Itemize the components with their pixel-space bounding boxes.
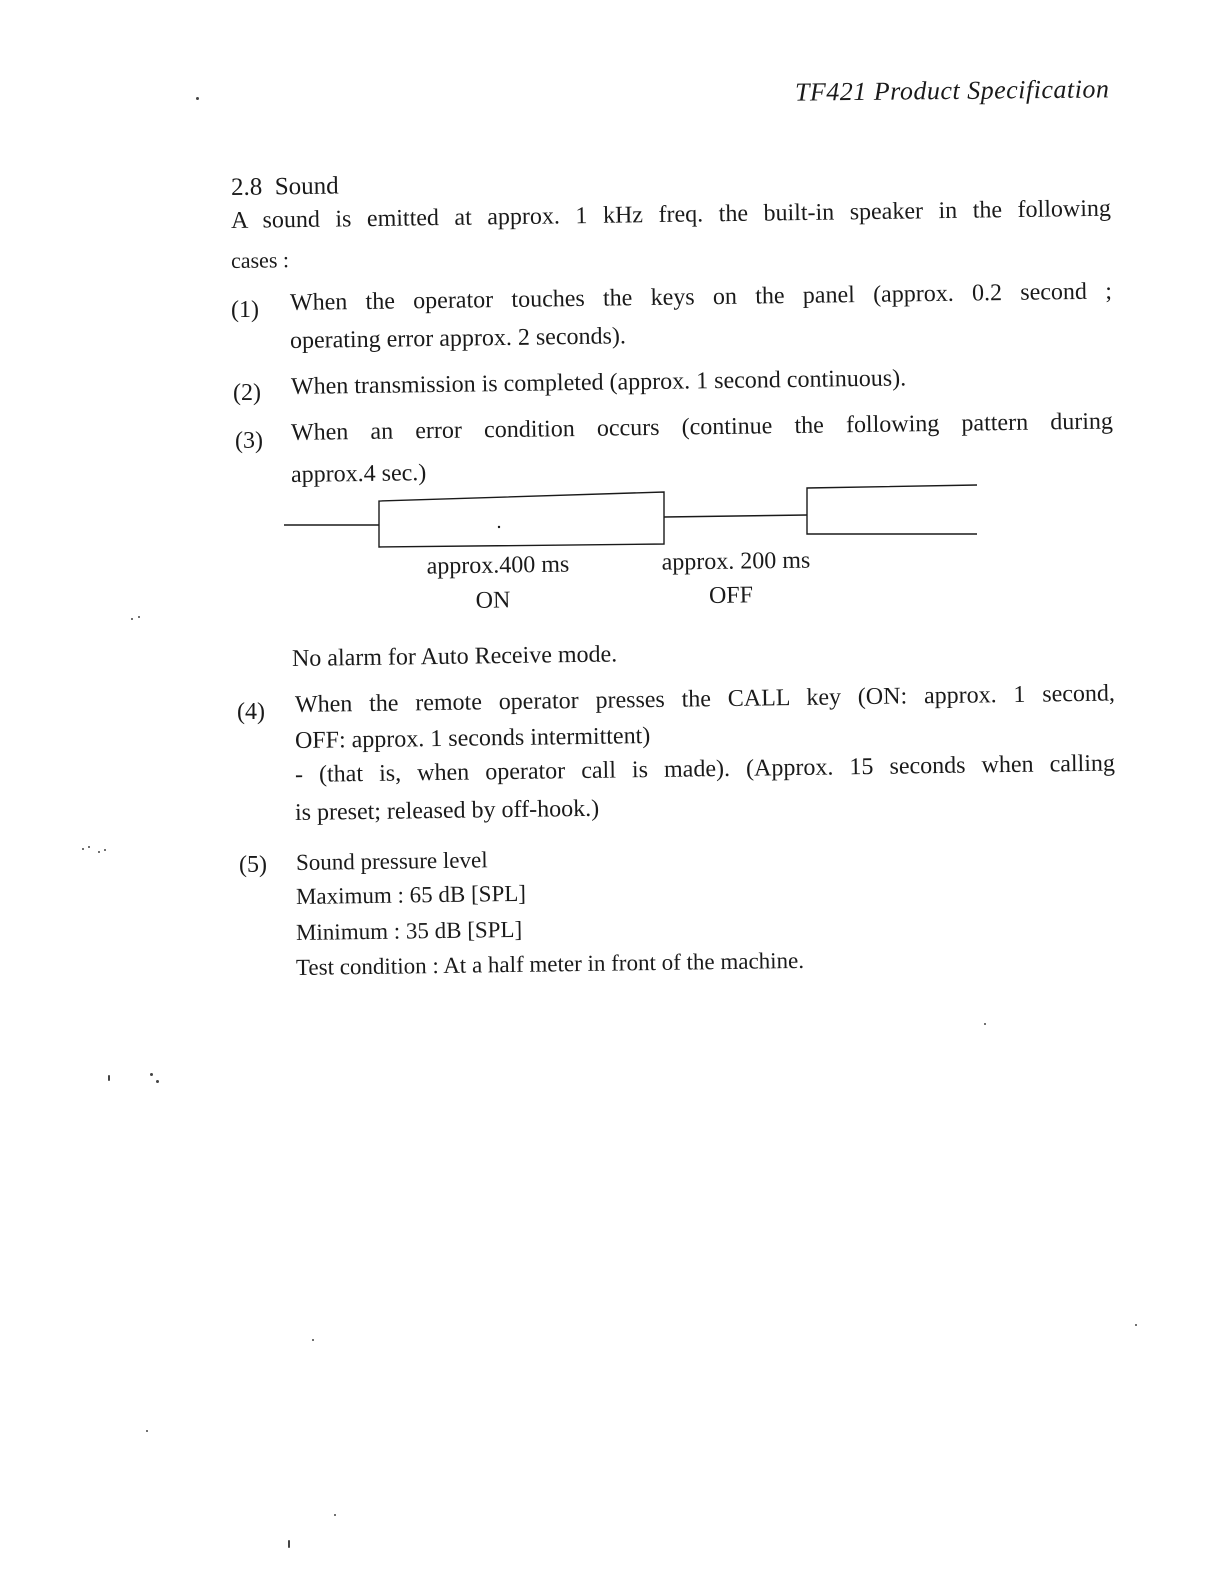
item-3-line-2: approx.4 sec.) xyxy=(290,460,427,488)
page-header-title: TF421 Product Specification xyxy=(794,74,1110,107)
diagram-off-label: OFF xyxy=(708,582,754,609)
item-1-line-1: When the operator touches the keys on the panel (approx. 0.2 second ; xyxy=(289,278,1113,316)
on-pulse-top xyxy=(379,492,664,525)
scan-speck xyxy=(138,616,140,618)
next-pulse-top xyxy=(807,485,977,515)
next-pulse-bottom xyxy=(807,515,977,534)
scan-speck xyxy=(984,1023,986,1025)
scan-speck xyxy=(196,97,199,100)
item-4-marker: (4) xyxy=(237,699,265,725)
scan-speck xyxy=(288,1540,290,1548)
section-title: Sound xyxy=(274,172,339,201)
item-3-marker: (3) xyxy=(235,428,263,454)
item-1-line-2: operating error approx. 2 seconds). xyxy=(289,323,627,354)
scan-speck xyxy=(1135,1324,1137,1326)
item-5-marker: (5) xyxy=(239,852,267,878)
scan-speck xyxy=(108,1075,110,1081)
item-3-line-1: When an error condition occurs (continue the following pattern during xyxy=(290,408,1114,446)
scan-speck xyxy=(312,1339,314,1341)
on-pulse-bottom xyxy=(379,517,664,547)
alarm-timing-diagram xyxy=(280,480,980,555)
scan-speck xyxy=(98,851,100,853)
item-1-marker: (1) xyxy=(231,297,259,323)
scan-speck xyxy=(131,618,133,620)
section-intro-line-2: cases : xyxy=(230,247,290,273)
item-4-line-2: OFF: approx. 1 seconds intermittent) xyxy=(294,723,651,754)
scan-speck xyxy=(82,848,84,850)
scan-speck xyxy=(150,1073,153,1076)
item-2-marker: (2) xyxy=(233,380,261,406)
section-intro-line-1: A sound is emitted at approx. 1 kHz freq. the built-in speaker in the following xyxy=(230,195,1112,234)
item-4-line-3: - (that is, when operator call is made). (Approx. 15 seconds when calling xyxy=(294,750,1116,788)
diagram-off-duration: approx. 200 ms xyxy=(661,547,811,576)
off-segment xyxy=(664,515,807,517)
scan-speck xyxy=(146,1430,148,1432)
item-5-line-2: Maximum : 65 dB [SPL] xyxy=(295,880,527,909)
item-5-line-4: Test condition : At a half meter in front of the machine. xyxy=(295,947,805,980)
item-5-line-3: Minimum : 35 dB [SPL] xyxy=(295,916,523,945)
diagram-speck xyxy=(498,526,500,528)
scan-speck xyxy=(104,849,106,851)
scan-speck xyxy=(334,1514,336,1516)
scan-speck xyxy=(88,846,90,848)
item-4-line-1: When the remote operator presses the CALL key (ON: approx. 1 second, xyxy=(294,680,1116,718)
auto-receive-note: No alarm for Auto Receive mode. xyxy=(291,641,618,672)
diagram-on-duration: approx.400 ms xyxy=(426,551,570,580)
scan-speck xyxy=(156,1080,159,1083)
diagram-on-label: ON xyxy=(475,587,511,614)
item-4-line-4: is preset; released by off-hook.) xyxy=(294,795,600,826)
item-5-line-1: Sound pressure level xyxy=(295,847,488,875)
item-2-line-1: When transmission is completed (approx. 1 second continuous). xyxy=(290,365,907,400)
section-number: 2.8 xyxy=(230,173,263,201)
section-heading xyxy=(231,172,339,202)
